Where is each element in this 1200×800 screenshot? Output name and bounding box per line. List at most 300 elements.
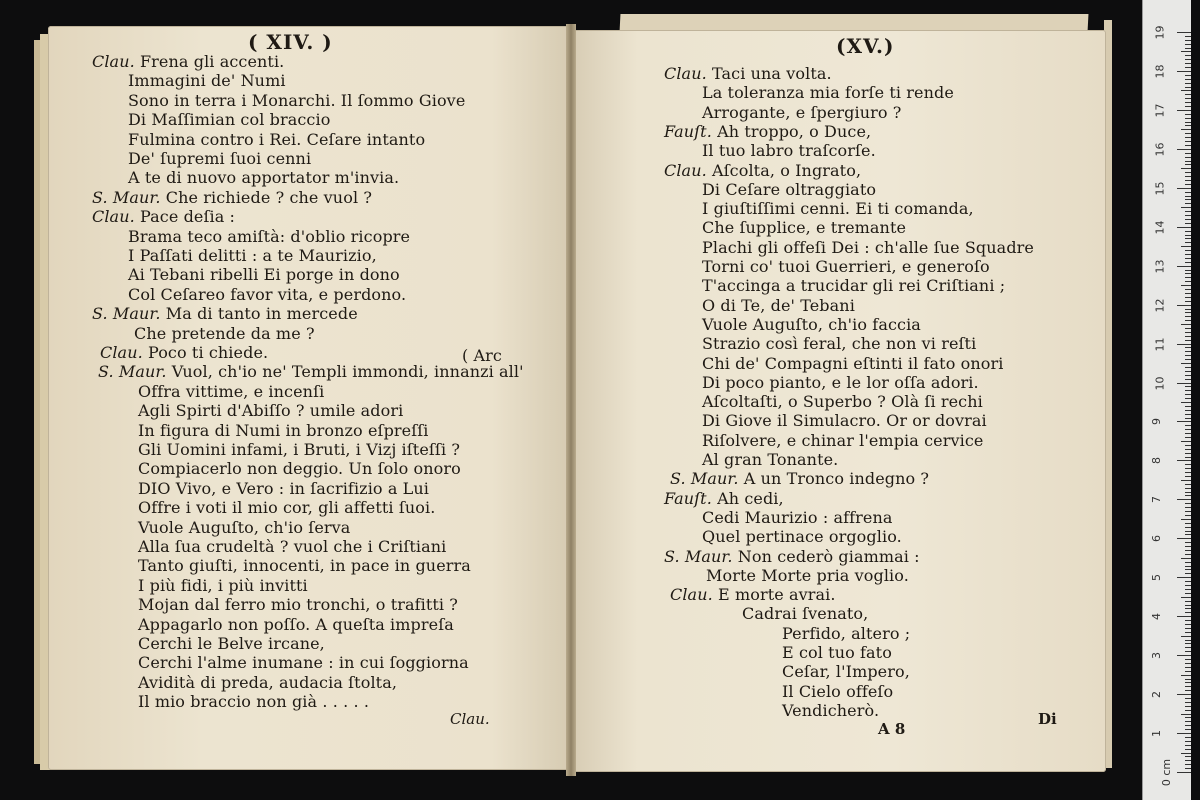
line-text: Ah troppo, o Duce, [717,121,872,141]
ruler-tick [1181,51,1191,52]
ruler-tick [1185,643,1191,644]
text-line [128,168,399,187]
text-line [664,547,920,566]
ruler-tick [1185,309,1191,310]
line-text: Vendicherò. [782,700,880,720]
speaker-name: Fauſt. [664,121,712,141]
line-text: A te di nuovo apportator m'invia. [128,168,400,188]
ruler-tick [1185,725,1191,726]
text-line [128,130,425,149]
ruler-tick [1181,675,1191,676]
line-text: Che pretende da me ? [134,323,315,343]
ruler-tick [1185,721,1191,722]
ruler-tick [1185,254,1191,255]
line-text: Ai Tebani ribelli Ei porge in dono [128,265,400,285]
ruler-tick [1185,250,1191,251]
line-text: Frena gli accenti. [139,52,285,71]
ruler-tick [1185,651,1191,652]
ruler-tick [1185,628,1191,629]
ruler-tick [1185,262,1191,263]
ruler-tick [1185,682,1191,683]
ruler-tick [1185,546,1191,547]
text-line [664,122,871,141]
ruler-tick [1177,694,1191,695]
text-line [128,110,330,129]
left-catchword: Clau. [450,710,490,728]
ruler-number: 11 [1153,337,1167,352]
ruler-tick [1185,122,1191,123]
line-text: Il mio braccio non già . . . . . [138,692,370,712]
text-line [702,103,902,122]
ruler-tick [1185,390,1191,391]
ruler-tick [1185,612,1191,613]
ruler-tick [1185,332,1191,333]
ruler-tick [1185,386,1191,387]
ruler-tick [1185,40,1191,41]
ruler-number: 12 [1153,298,1167,313]
text-line [706,566,909,585]
speaker-name: S. Maur. [98,362,167,382]
text-line [138,692,369,711]
text-line [664,64,832,83]
ruler-tick [1185,184,1191,185]
ruler-tick [1185,585,1191,586]
line-text: Pace deſia : [139,207,236,227]
text-line [664,489,784,508]
ruler-tick [1185,671,1191,672]
text-line [138,479,429,498]
ruler-tick [1185,371,1191,372]
text-line [782,624,910,643]
ruler-number: 14 [1153,220,1167,235]
ruler-tick [1181,129,1191,130]
ruler-tick [1185,379,1191,380]
text-line [782,701,879,720]
ruler-tick [1185,215,1191,216]
ruler-tick [1181,714,1191,715]
ruler-tick [1185,289,1191,290]
ruler-tick [1177,616,1191,617]
ruler-tick [1185,601,1191,602]
ruler-tick [1185,235,1191,236]
ruler-tick [1185,293,1191,294]
ruler-tick [1185,312,1191,313]
speaker-name: Fauſt. [664,488,712,508]
ruler-tick [1185,429,1191,430]
line-text: Vuole Auguſto, ch'io ſerva [138,517,351,537]
line-text: Il Cielo offeſo [782,681,894,701]
ruler-tick [1185,137,1191,138]
line-text: Di Giove il Simulacro. Or or dovrai [702,411,987,431]
text-line [664,161,861,180]
ruler-tick [1181,285,1191,286]
text-line [138,556,471,575]
ruler-tick [1185,340,1191,341]
line-text: I giuſtiſſimi cenni. Ei ti comanda, [702,199,974,219]
line-text: Mojan dal ferro mio tronchi, o trafitti ? [138,595,458,615]
ruler-tick [1185,756,1191,757]
ruler-tick [1185,663,1191,664]
line-text: Vuole Auguſto, ch'io faccia [702,314,921,334]
ruler-tick [1185,717,1191,718]
ruler-tick [1177,733,1191,734]
ruler-number: 17 [1153,103,1167,118]
text-line [702,315,921,334]
ruler-tick [1177,655,1191,656]
ruler-tick [1185,507,1191,508]
ruler-tick [1185,593,1191,594]
line-text: Alla ſua crudeltà ? vuol che i Criſtiani [138,537,447,556]
ruler-tick [1185,161,1191,162]
ruler-tick [1185,87,1191,88]
text-line [782,662,910,681]
line-text: Agli Spirti d'Abiſſo ? umile adori [138,401,404,421]
text-line [670,469,929,488]
text-line [702,199,974,218]
line-text: Chi de' Compagni eſtinti il fato onori [702,353,1004,373]
line-text: Di Ceſare oltraggiato [702,179,877,199]
ruler-tick [1185,476,1191,477]
text-line [92,52,284,71]
ruler-tick [1185,659,1191,660]
line-text: Strazio così feral, che non vi reſti [702,334,977,354]
ruler-tick [1185,223,1191,224]
ruler-tick [1185,768,1191,769]
ruler-tick [1185,706,1191,707]
ruler-tick [1185,192,1191,193]
ruler-tick [1185,44,1191,45]
ruler-tick [1185,172,1191,173]
ruler-tick [1185,445,1191,446]
text-line [702,431,983,450]
ruler-tick [1181,480,1191,481]
ruler-tick [1185,297,1191,298]
right-catchword: Di [1038,710,1057,728]
line-text: DIO Vivo, e Vero : in ſacrifizio a Lui [138,478,430,498]
line-text: Compiacerlo non deggio. Un ſolo onoro [138,459,461,479]
ruler-tick [1185,98,1191,99]
ruler-tick [1185,741,1191,742]
line-text: Avidità di preda, audacia ſtolta, [138,672,398,692]
ruler-tick [1185,562,1191,563]
line-text: T'accinga a trucidar gli rei Criſtiani ; [702,276,1006,296]
ruler-tick [1181,636,1191,637]
line-text: Arrogante, e ſpergiuro ? [702,102,902,122]
line-text: Riſolvere, e chinar l'empia cervice [702,430,984,450]
text-line [138,673,397,692]
ruler-number: 18 [1153,64,1167,79]
ruler-tick [1185,515,1191,516]
ruler-tick [1181,90,1191,91]
text-line [138,440,460,459]
ruler-tick [1177,499,1191,500]
line-text: De' ſupremi ſuoi cenni [128,149,312,168]
ruler-tick [1185,375,1191,376]
ruler-tick [1185,414,1191,415]
ruler-tick [1181,402,1191,403]
ruler-tick [1185,336,1191,337]
text-line [702,508,893,527]
ruler-tick [1185,106,1191,107]
ruler-number: 10 [1153,376,1167,391]
line-text: Di Maſſimian col braccio [128,110,331,130]
line-text: In figura di Numi in bronzo eſpreſſi [138,420,429,440]
speaker-name: S. Maur. [92,304,161,324]
ruler-number: 9 [1150,418,1163,426]
ruler-number: 8 [1150,457,1163,465]
line-text: Poco ti chiede. [147,343,269,362]
line-text: E morte avrai. [717,585,836,605]
ruler-tick [1185,566,1191,567]
ruler-tick [1185,608,1191,609]
ruler-tick [1177,383,1191,384]
speaker-name: S. Maur. [92,187,161,207]
text-line [702,373,979,392]
text-line [98,362,524,381]
text-line [128,91,465,110]
ruler-tick [1177,266,1191,267]
ruler-tick [1185,484,1191,485]
speaker-name: Clau. [92,207,135,227]
line-text: Non cederò giammai : [737,546,920,566]
right-page-header: (XV.) [836,34,895,58]
ruler-tick [1185,153,1191,154]
ruler-tick [1185,702,1191,703]
line-text: Plachi gli offeſi Dei : ch'alle ſue Squadre [702,237,1034,257]
line-text: Ceſar, l'Impero, [782,662,910,682]
ruler-tick [1177,538,1191,539]
line-text: Ma di tanto in mercede [165,304,358,324]
text-line [702,141,876,160]
ruler-tick [1185,320,1191,321]
left-page-header: ( XIV. ) [248,30,333,54]
ruler-tick [1185,301,1191,302]
line-text: Che ſupplice, e tremante [702,218,907,238]
text-line [702,218,906,237]
ruler-tick [1185,554,1191,555]
ruler-tick [1185,667,1191,668]
text-line [138,459,461,478]
text-line [128,149,311,168]
text-line [138,401,403,420]
ruler-tick [1185,523,1191,524]
ruler-tick [1185,79,1191,80]
ruler-tick [1185,410,1191,411]
ruler-tick [1185,316,1191,317]
line-text: Appagarlo non poſſo. A queſta impreſa [138,614,454,634]
ruler-tick [1177,460,1191,461]
ruler-number: 7 [1150,496,1163,504]
ruler-tick [1177,110,1191,111]
ruler-number: 15 [1153,181,1167,196]
ruler-tick [1185,511,1191,512]
line-text: Aſcolta, o Ingrato, [711,160,862,180]
ruler-tick [1177,32,1191,33]
ruler-tick [1185,647,1191,648]
ruler-tick [1185,394,1191,395]
ruler-tick [1185,569,1191,570]
ruler-tick [1185,418,1191,419]
ruler-tick [1185,196,1191,197]
ruler-number: 6 [1150,535,1163,543]
ruler-tick [1177,227,1191,228]
line-text: La toleranza mia forſe ti rende [702,83,954,103]
ruler-tick [1185,472,1191,473]
ruler-tick [1177,772,1191,773]
line-text: Morte Morte pria voglio. [706,565,909,585]
ruler-number: 2 [1150,691,1163,699]
text-line [702,411,987,430]
text-line [92,207,235,226]
line-text: E col tuo fato [782,643,892,662]
ruler-tick [1185,764,1191,765]
ruler-tick [1185,745,1191,746]
ruler-tick [1185,199,1191,200]
line-text: Gli Uomini infami, i Bruti, i Vizj iſteſſi ? [138,440,461,459]
ruler-tick [1181,246,1191,247]
text-line [702,450,838,469]
ruler-tick [1185,698,1191,699]
ruler-tick [1185,36,1191,37]
speaker-name: Clau. [664,64,707,83]
ruler-tick [1185,581,1191,582]
ruler-tick [1185,492,1191,493]
ruler-tick [1181,558,1191,559]
line-text: Di poco pianto, e le lor oſſa adori. [702,372,979,392]
ruler-number: 0 cm [1160,758,1174,787]
text-line [138,498,435,517]
ruler-tick [1185,242,1191,243]
line-text: Brama teco amiſtà: d'oblio ricopre [128,226,411,246]
ruler-tick [1181,207,1191,208]
line-text: Aſcoltaſti, o Superbo ? Olà ſi rechi [702,392,983,412]
ruler-tick [1185,48,1191,49]
line-text: Il tuo labro traſcorſe. [702,141,876,161]
text-line [128,246,377,265]
text-line [92,188,372,207]
text-line [92,304,358,323]
ruler-tick [1185,531,1191,532]
line-text: Cedi Maurizio : affrena [702,507,893,527]
ruler-tick [1181,753,1191,754]
ruler-tick [1185,141,1191,142]
text-line [670,585,836,604]
text-line [702,83,954,102]
ruler-tick [1185,632,1191,633]
text-line [742,604,868,623]
ruler-tick [1185,355,1191,356]
ruler-tick [1185,219,1191,220]
speaker-name: Clau. [92,52,135,71]
ruler-tick [1185,281,1191,282]
ruler-number: 5 [1150,574,1163,582]
ruler-tick [1185,640,1191,641]
ruler-tick [1185,347,1191,348]
ruler-tick [1185,710,1191,711]
ruler-tick [1185,550,1191,551]
measurement-ruler [1142,0,1191,800]
text-line [702,334,976,353]
line-text: Fulmina contro i Rei. Ceſare intanto [128,129,426,149]
ruler-tick [1185,55,1191,56]
ruler-tick [1185,114,1191,115]
text-line [702,527,902,546]
ruler-tick [1181,597,1191,598]
ruler-tick [1177,71,1191,72]
line-text: Cadrai ſvenato, [742,604,869,624]
ruler-tick [1185,83,1191,84]
ruler-tick [1185,729,1191,730]
text-line [138,653,469,672]
ruler-tick [1185,180,1191,181]
text-line [138,382,324,401]
ruler-tick [1185,75,1191,76]
text-line [138,595,458,614]
text-line [138,615,454,634]
ruler-tick [1185,449,1191,450]
line-text: Torni co' tuoi Guerrieri, e generoſo [702,257,990,276]
ruler-tick [1185,749,1191,750]
text-line [702,257,990,276]
line-text: Sono in terra i Monarchi. Il ſommo Giove [128,90,466,110]
ruler-tick [1185,277,1191,278]
ruler-tick [1185,457,1191,458]
ruler-tick [1185,270,1191,271]
ruler-tick [1185,605,1191,606]
text-line [138,537,446,556]
line-text: I più fidi, i più invitti [138,575,308,595]
ruler-tick [1185,690,1191,691]
ruler-tick [1185,686,1191,687]
text-line [128,227,410,246]
ruler-tick [1185,59,1191,60]
text-line [138,634,325,653]
speaker-name: Clau. [100,343,143,362]
line-text: Cerchi l'alme inumane : in cui ſoggiorna [138,653,469,673]
line-text: Quel pertinace orgoglio. [702,527,902,547]
ruler-tick [1185,433,1191,434]
signature-mark: A 8 [878,720,906,738]
ruler-tick [1185,67,1191,68]
ruler-tick [1185,453,1191,454]
text-line [128,71,286,90]
text-line [782,643,892,662]
text-line [128,285,406,304]
ruler-tick [1185,620,1191,621]
ruler-tick [1177,421,1191,422]
ruler-tick [1177,305,1191,306]
speaker-name: S. Maur. [670,469,739,489]
text-line [702,238,1034,257]
ruler-tick [1185,258,1191,259]
ruler-tick [1185,503,1191,504]
text-line [138,576,308,595]
ruler-tick [1185,679,1191,680]
line-text: Ah cedi, [717,488,784,508]
book-gutter [566,24,576,776]
text-line [702,296,855,315]
side-note: ( Arc [462,346,502,365]
ruler-tick [1185,118,1191,119]
ruler-tick [1185,406,1191,407]
ruler-tick [1185,102,1191,103]
ruler-tick [1185,468,1191,469]
line-text: Perfido, altero ; [782,623,911,643]
line-text: A un Tronco indegno ? [743,469,930,489]
ruler-tick [1185,495,1191,496]
ruler-tick [1185,488,1191,489]
ruler-tick [1185,398,1191,399]
